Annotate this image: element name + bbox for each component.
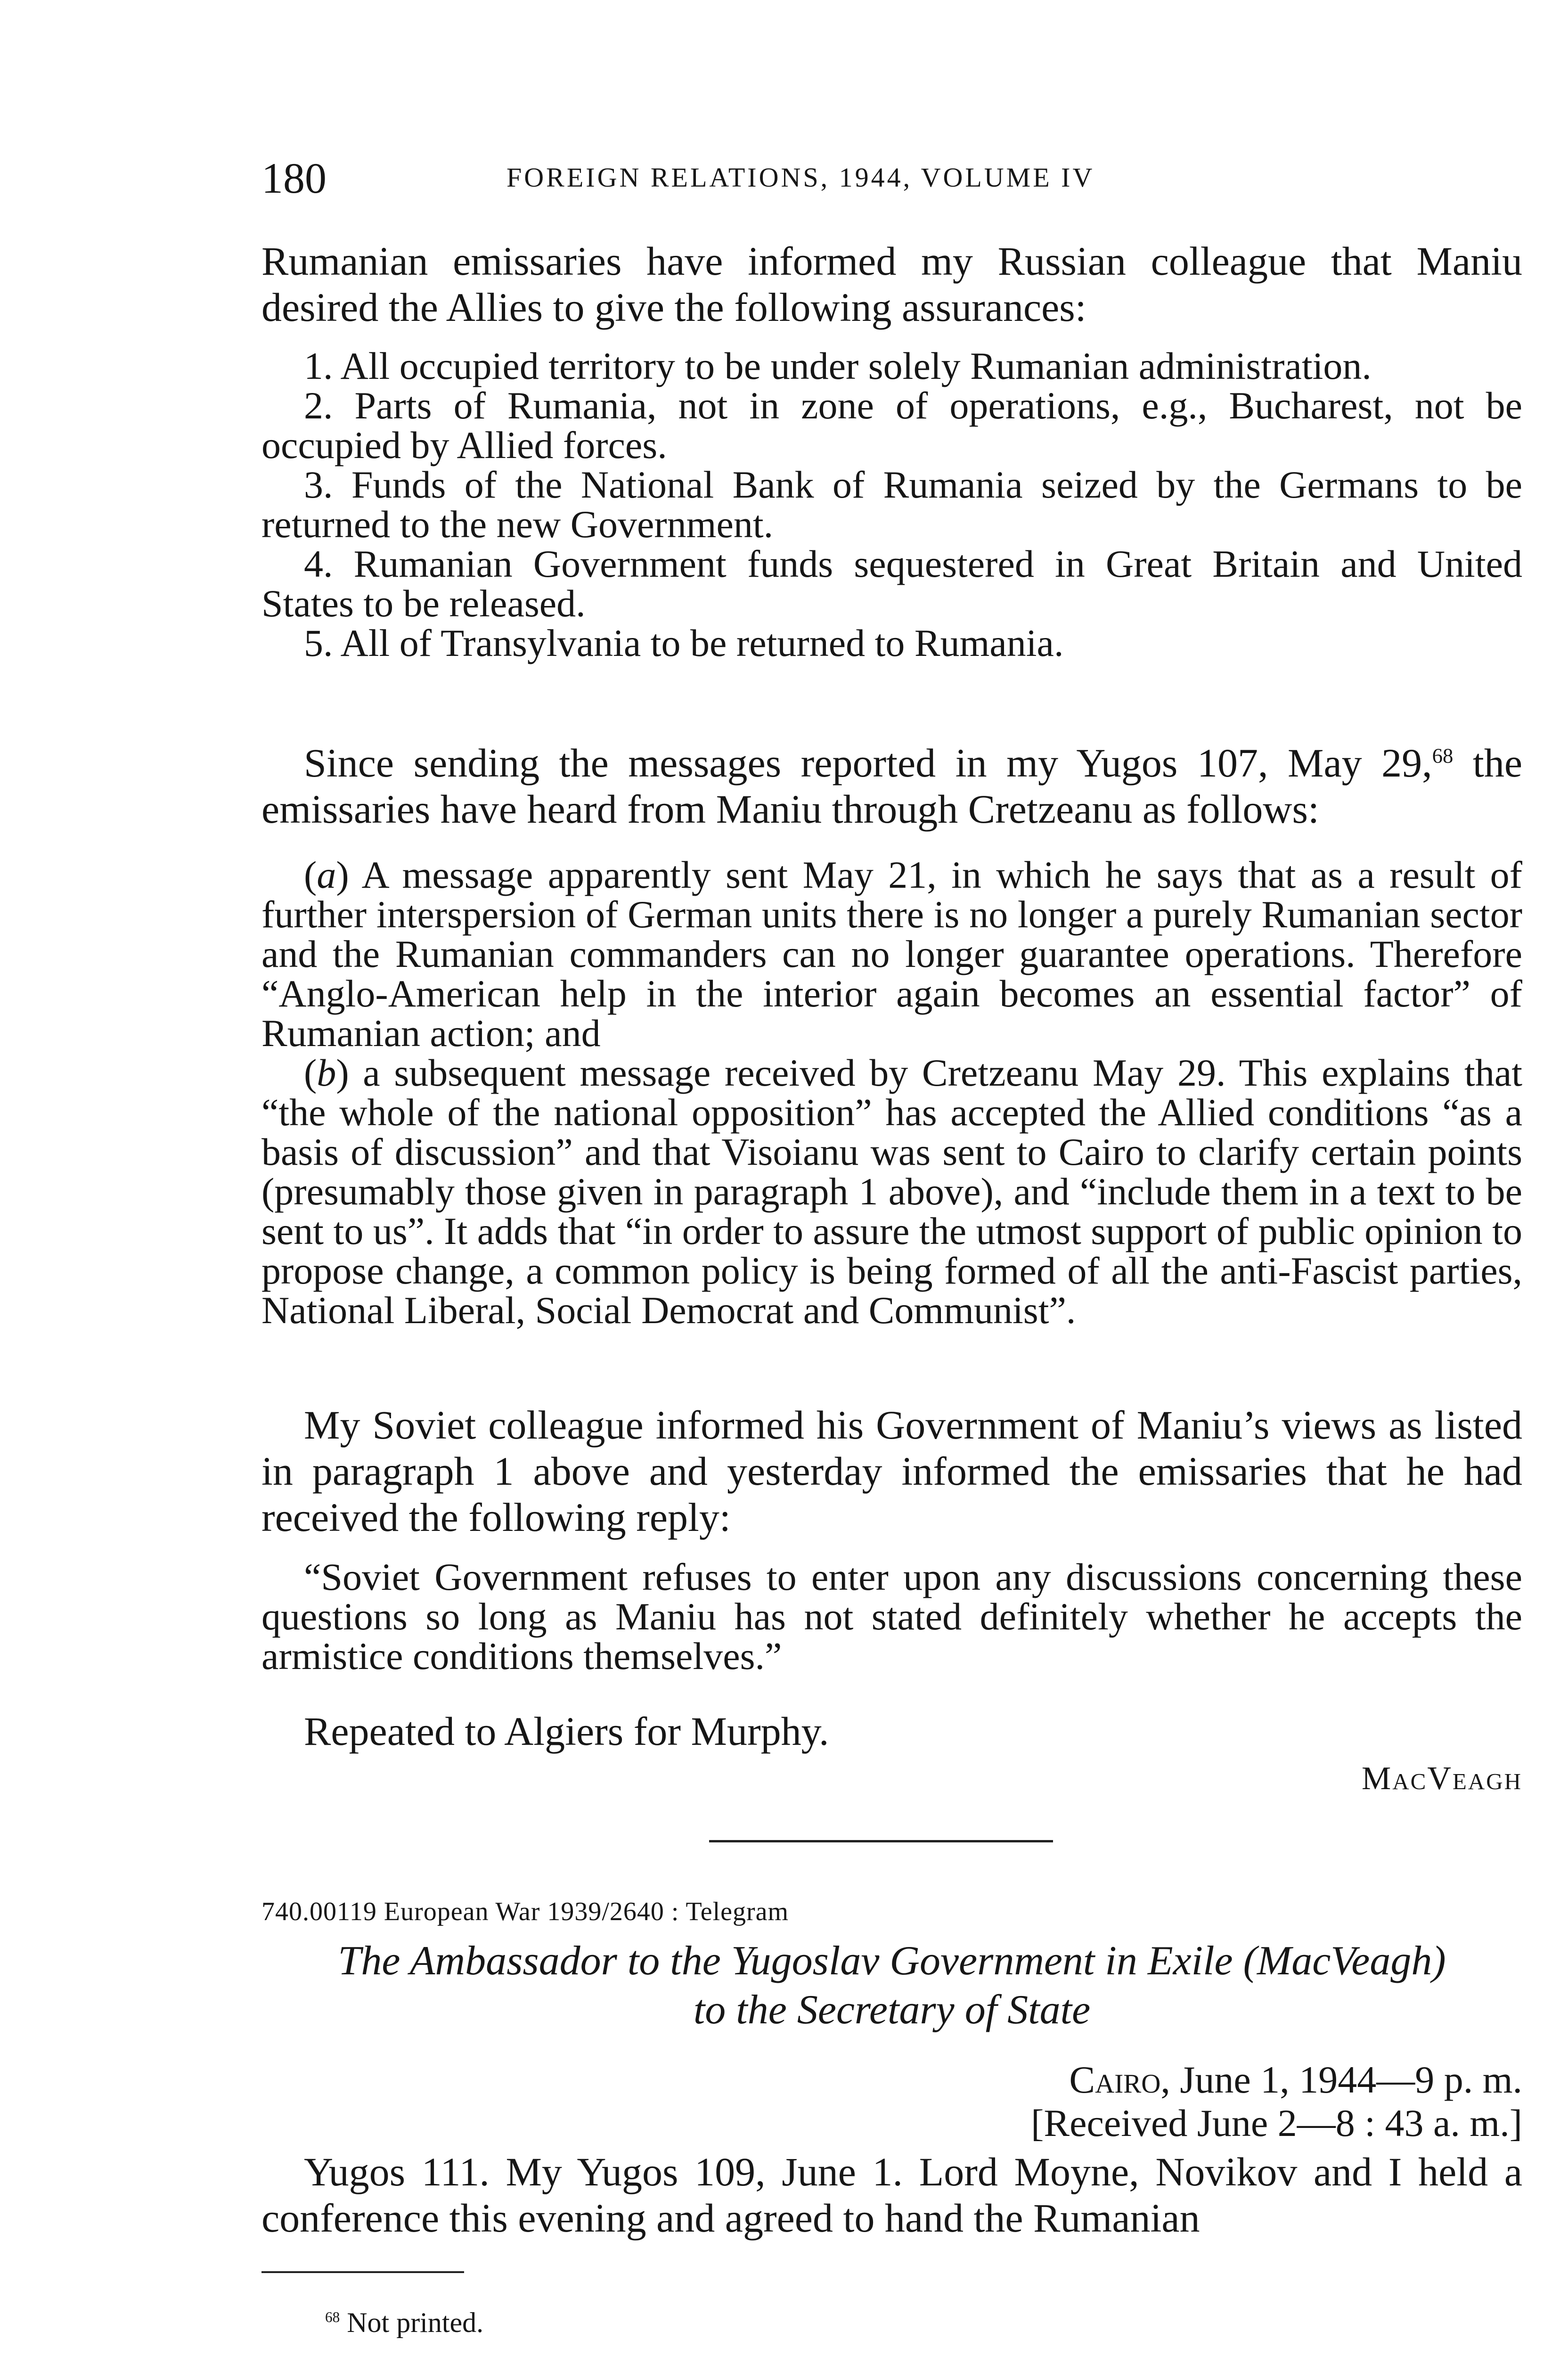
- page-header: [261, 153, 1522, 210]
- document-title-line2: to the Secretary of State: [693, 1987, 1091, 2033]
- footnote: [325, 2307, 483, 2339]
- list-item: 3. Funds of the National Bank of Rumania seized by the Germans to be returned to the new Government.: [261, 463, 1522, 546]
- document-title-line1: The Ambassador to the Yugoslav Government in Exile (MacVeagh): [338, 1938, 1446, 1984]
- list-item: 2. Parts of Rumania, not in zone of operations, e.g., Bucharest, not be occupied by Allied forces.: [261, 384, 1522, 466]
- page-number: 180: [261, 154, 327, 202]
- intro-paragraph: Rumanian emissaries have informed my Russian colleague that Maniu desired the Allies to give the following assurances:: [261, 238, 1522, 330]
- footnote-divider: [261, 2271, 464, 2273]
- since-text-end: the emissaries have heard from Maniu through Cretzeanu as follows:: [261, 740, 1522, 832]
- message-a-label: a: [317, 853, 336, 896]
- dateline-place: Cairo: [1069, 2058, 1161, 2101]
- dateline: [1031, 2058, 1522, 2145]
- footnote-text: Not printed.: [340, 2307, 484, 2338]
- running-title: FOREIGN RELATIONS, 1944, VOLUME IV: [506, 162, 1095, 193]
- message-b-text: a subsequent message received by Cretzeanu May 29. This explains that “the whole of the national opposition” has accepted the Allied conditions “as a basis of discussion” and that Visoianu was sent to Cairo to clarify certain points (presumably those given in paragraph 1 above), and “include them in a text to be sent to us”. It adds that “in order to assure the utmost support of public opinion to propose change, a common policy is being formed of all the anti-Fascist parties, National Liberal, Social Democrat and Communist”.: [261, 1051, 1522, 1332]
- dateline-date: , June 1, 1944—9 p. m.: [1160, 2058, 1522, 2101]
- footnote-number: 68: [325, 2309, 340, 2325]
- list-item: 1. All occupied territory to be under solely Rumanian administration.: [304, 344, 1372, 387]
- document-title: [261, 1937, 1522, 2035]
- footnote-ref: 68: [1432, 744, 1454, 768]
- soviet-reply-quote: “Soviet Government refuses to enter upon any discussions concerning these questions so long as Maniu has not stated definitely whether he accepts the armistice conditions themselves.”: [261, 1555, 1522, 1677]
- since-text: Since sending the messages reported in my Yugos 107, May 29,: [304, 740, 1432, 785]
- message-a-paragraph: (a) A message apparently sent May 21, in which he says that as a result of further interspersion of German units there is no longer a purely Rumanian sector and the Rumanian commanders can no longer guarantee operations. Therefore “Anglo-American help in the interior again becomes an essential factor” of Rumanian action; and: [261, 853, 1522, 1055]
- dateline-received: [Received June 2—8 : 43 a. m.]: [1031, 2102, 1522, 2144]
- message-b-paragraph: (b) a subsequent message received by Cretzeanu May 29. This explains that “the whole of the national opposition” has accepted the Allied conditions “as a basis of discussion” and that Visoianu was sent to Cairo to clarify certain points (presumably those given in paragraph 1 above), and “include them in a text to be sent to us”. It adds that “in order to assure the utmost support of public opinion to propose change, a common policy is being formed of all the anti-Fascist parties, National Liberal, Social Democrat and Communist”.: [261, 1051, 1522, 1332]
- repeated-line: Repeated to Algiers for Murphy.: [304, 1709, 829, 1754]
- final-paragraph: Yugos 111. My Yugos 109, June 1. Lord Moyne, Novikov and I held a conference this evening and agreed to hand the Rumanian: [261, 2149, 1522, 2241]
- list-item: 4. Rumanian Government funds sequestered in Great Britain and United States to be released.: [261, 542, 1522, 625]
- list-item: 5. All of Transylvania to be returned to Rumania.: [304, 622, 1064, 664]
- document-id: 740.00119 European War 1939/2640 : Telegram: [261, 1897, 789, 1926]
- soviet-paragraph: My Soviet colleague informed his Government of Maniu’s views as listed in paragraph 1 above and yesterday informed the emissaries that he had received the following reply:: [261, 1402, 1522, 1540]
- message-b-label: b: [317, 1051, 336, 1094]
- section-divider: [709, 1840, 1053, 1842]
- since-paragraph: [261, 740, 1522, 832]
- assurances-list: [261, 346, 1522, 663]
- message-a-text: A message apparently sent May 21, in which he says that as a result of further interspersion of German units there is no longer a purely Rumanian sector and the Rumanian commanders can no longer guarantee operations. Therefore “Anglo-American help in the interior again becomes an essential factor” of Rumanian action; and: [261, 853, 1522, 1055]
- signature: MacVeagh: [1362, 1760, 1522, 1797]
